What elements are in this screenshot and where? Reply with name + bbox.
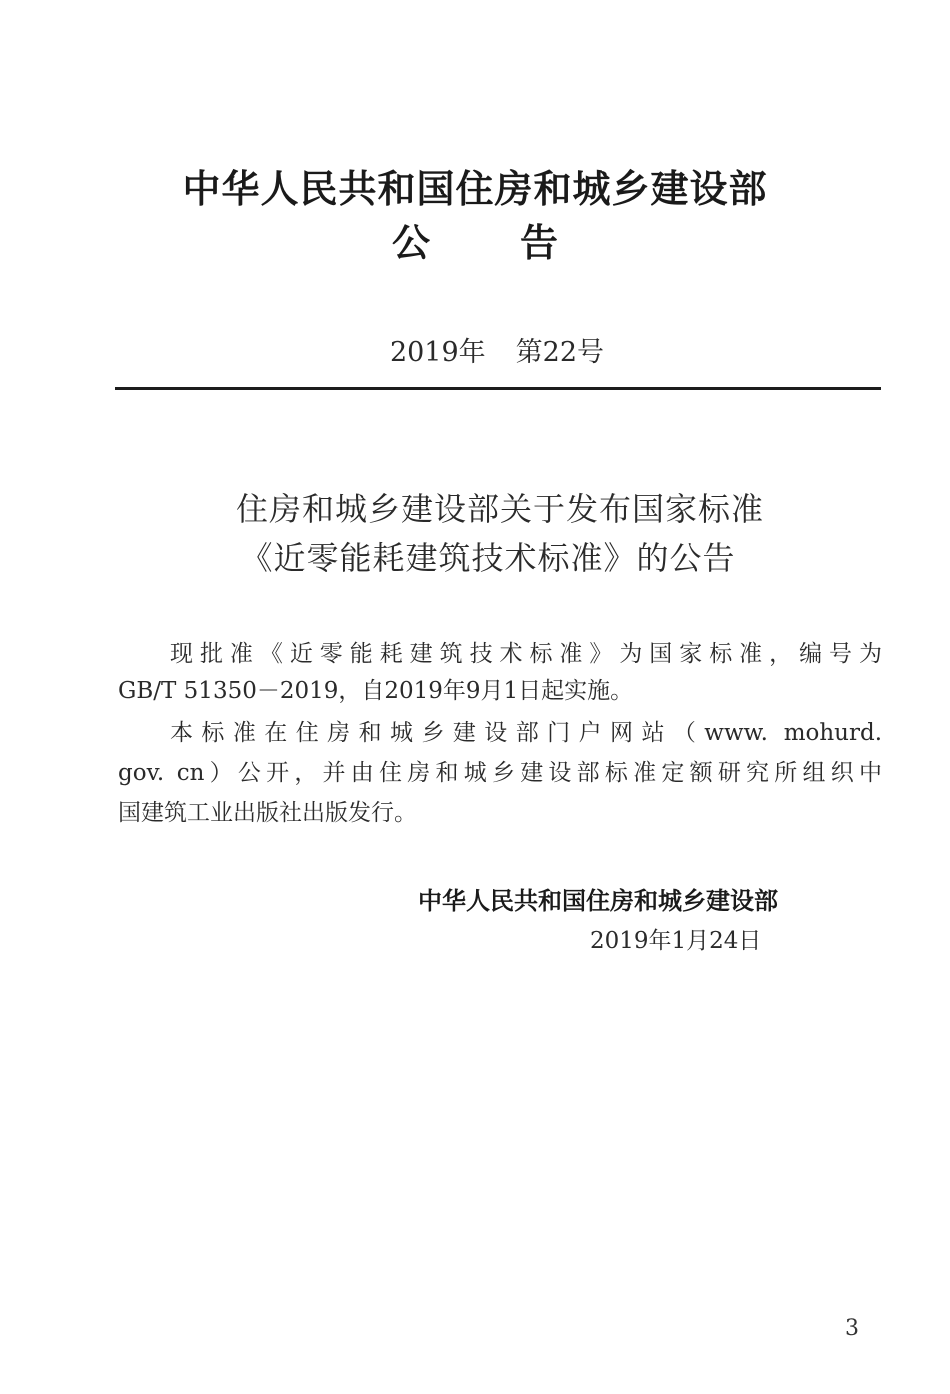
announcement-heading-char-1: 公 [391,221,430,265]
body-paragraph-2-line-2: gov. cn）公开，并由住房和城乡建设部标准定额研究所组织中 [118,760,882,786]
announcement-heading-char-2: 告 [520,221,559,265]
body-paragraph-1-line-1: 现批准《近零能耗建筑技术标准》为国家标准，编号为 [170,641,882,667]
issue-year: 2019年 [389,337,486,368]
notice-title-line-1: 住房和城乡建设部关于发布国家标准 [235,490,764,528]
issue-number [0,330,950,369]
header-divider [115,387,881,390]
signature-issuer: 中华人民共和国住房和城乡建设部 [418,887,778,915]
signature-date: 2019年1月24日 [590,928,762,954]
body-paragraph-1-line-2: GB/T 51350－2019，自2019年9月1日起实施。 [118,678,634,704]
notice-title-line-2: 《近零能耗建筑技术标准》的公告 [240,539,736,577]
issue-no: 第22号 [515,337,605,368]
announcement-heading [0,212,950,267]
body-paragraph-2-line-3: 国建筑工业出版社出版发行。 [118,800,417,826]
body-paragraph-2-line-1: 本标准在住房和城乡建设部门户网站（www. mohurd. [170,720,882,746]
issuer-heading: 中华人民共和国住房和城乡建设部 [182,167,768,211]
page-number: 3 [845,1316,859,1341]
